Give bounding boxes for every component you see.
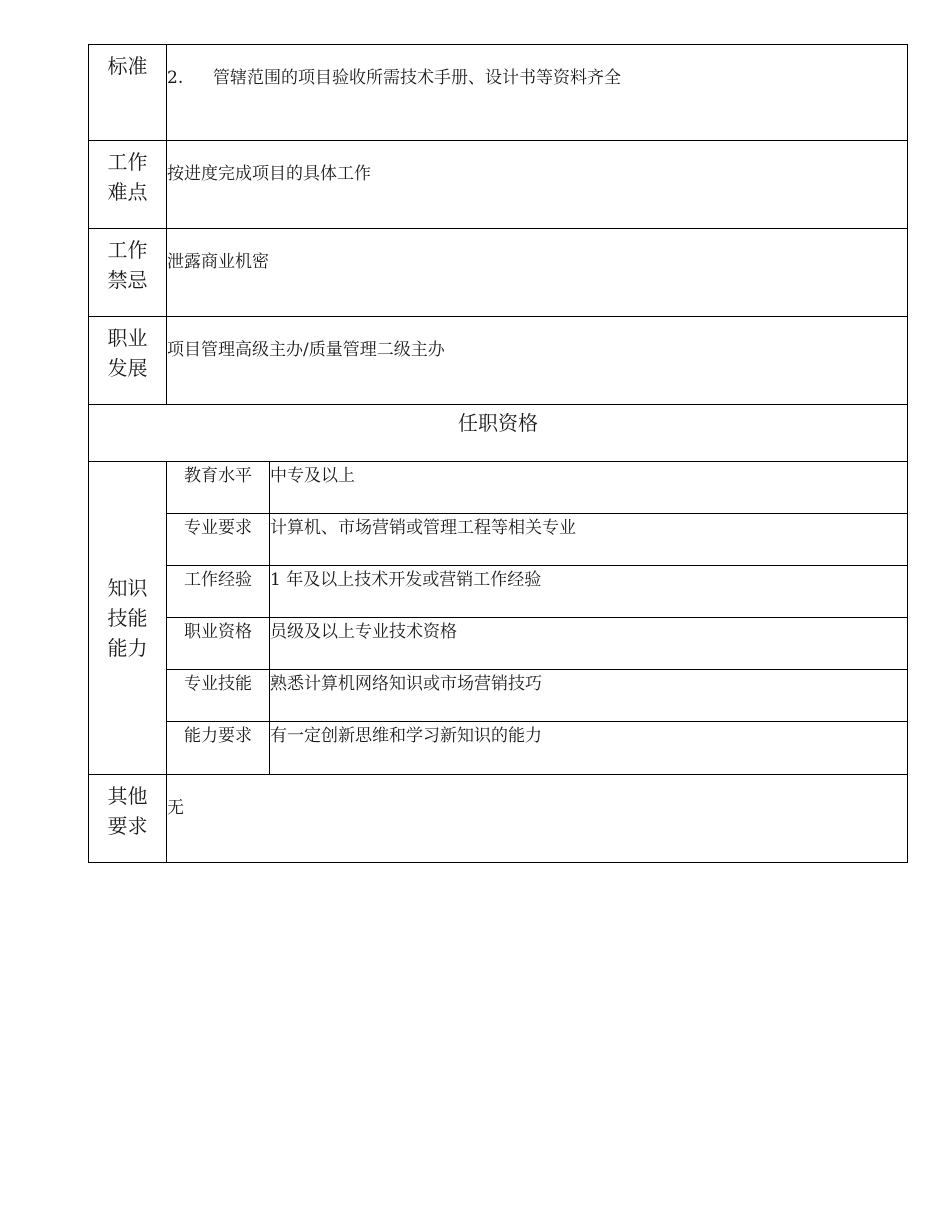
ability-value: 有一定创新思维和学习新知识的能力 (270, 722, 908, 775)
career-text: 项目管理高级主办/质量管理二级主办 (167, 340, 445, 360)
career-label-cell (89, 317, 167, 405)
qualification-item-row (89, 566, 908, 618)
difficulty-label-cell (89, 141, 167, 229)
taboo-label-line2: 禁忌 (107, 268, 148, 292)
standard-content-cell (167, 45, 908, 141)
education-label: 教育水平 (167, 462, 270, 514)
other-label-line1: 其他 (107, 784, 148, 808)
other-text: 无 (167, 798, 184, 818)
education-value: 中专及以上 (270, 462, 908, 514)
group-label-line1: 知识 (107, 576, 148, 600)
experience-value: 1 年及以上技术开发或营销工作经验 (270, 566, 908, 618)
standard-label: 标准 (107, 54, 148, 78)
other-label-cell (89, 775, 167, 863)
skills-value: 熟悉计算机网络知识或市场营销技巧 (270, 670, 908, 722)
career-label-line2: 发展 (107, 356, 148, 380)
taboo-label-line1: 工作 (107, 238, 148, 262)
qualification-item-row (89, 670, 908, 722)
qualification-item-row (89, 514, 908, 566)
difficulty-content-cell (167, 141, 908, 229)
certification-value: 员级及以上专业技术资格 (270, 618, 908, 670)
difficulty-label-line1: 工作 (107, 150, 148, 174)
other-label-line2: 要求 (107, 814, 148, 838)
taboo-content-cell (167, 229, 908, 317)
difficulty-row (89, 141, 908, 229)
major-label: 专业要求 (167, 514, 270, 566)
taboo-text: 泄露商业机密 (167, 252, 269, 272)
career-content-cell (167, 317, 908, 405)
other-row (89, 775, 908, 863)
other-content-cell (167, 775, 908, 863)
difficulty-label-line2: 难点 (107, 180, 148, 204)
ability-label: 能力要求 (167, 722, 270, 775)
standard-row (89, 45, 908, 141)
group-label-line2: 技能 (107, 606, 148, 630)
qualification-item-row (89, 618, 908, 670)
standard-list-number: 2. (167, 68, 184, 88)
career-label-line1: 职业 (107, 326, 148, 350)
certification-label: 职业资格 (167, 618, 270, 670)
difficulty-text: 按进度完成项目的具体工作 (167, 164, 371, 184)
career-row (89, 317, 908, 405)
qualification-header-row (89, 405, 908, 462)
qualification-item-row (89, 722, 908, 775)
qualification-header-cell (89, 405, 908, 462)
taboo-label-cell (89, 229, 167, 317)
skills-label: 专业技能 (167, 670, 270, 722)
knowledge-skills-label-cell (89, 462, 167, 775)
group-label-line3: 能力 (107, 636, 148, 660)
experience-label: 工作经验 (167, 566, 270, 618)
qualification-title: 任职资格 (458, 411, 538, 435)
standard-text: 管辖范围的项目验收所需技术手册、设计书等资料齐全 (213, 68, 621, 88)
standard-label-cell (89, 45, 167, 141)
job-description-table (88, 44, 908, 863)
qualification-item-row (89, 462, 908, 514)
taboo-row (89, 229, 908, 317)
major-value: 计算机、市场营销或管理工程等相关专业 (270, 514, 908, 566)
